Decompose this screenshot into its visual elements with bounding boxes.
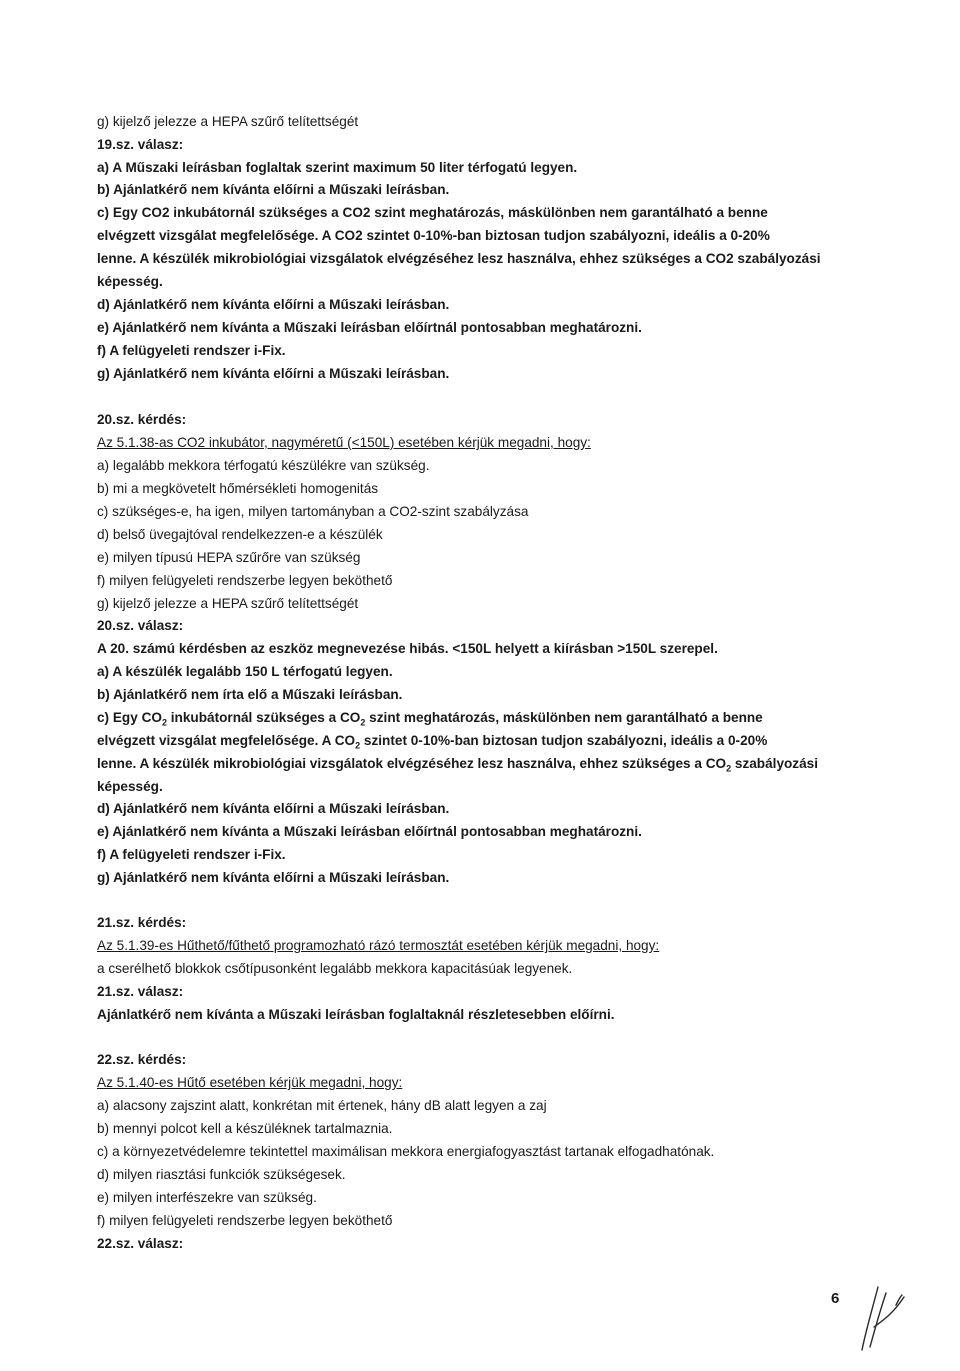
q22-item-c: c) a környezetvédelemre tekintettel maximálisan mekkora energiafogyasztást tartanak elfogadhatónak. xyxy=(97,1144,715,1159)
text-part: c) Egy CO xyxy=(97,710,162,725)
q22-item-a: a) alacsony zajszint alatt, konkrétan mit értenek, hány dB alatt legyen a zaj xyxy=(97,1098,547,1113)
q19-answer-c-line3: lenne. A készülék mikrobiológiai vizsgálatok elvégzéséhez lesz használva, ehhez szükséges a CO2 szabályozási xyxy=(97,251,821,266)
q20-answer-f: f) A felügyeleti rendszer i-Fix. xyxy=(97,847,286,862)
q22-subject: Az 5.1.40-es Hűtő esetében kérjük megadni, hogy: xyxy=(97,1075,403,1090)
q22-item-d: d) milyen riasztási funkciók szükségesek. xyxy=(97,1167,346,1182)
q19-answer-c-line4: képesség. xyxy=(97,274,163,289)
q20-answer-b: b) Ajánlatkérő nem írta elő a Műszaki leírásban. xyxy=(97,687,403,702)
q21-answer-heading: 21.sz. válasz: xyxy=(97,984,184,999)
q20-answer-heading: 20.sz. válasz: xyxy=(97,618,184,633)
signature-icon xyxy=(852,1275,912,1355)
q20-answer-e: e) Ajánlatkérő nem kívánta a Műszaki leírásban előírtnál pontosabban meghatározni. xyxy=(97,824,642,839)
q22-heading: 22.sz. kérdés: xyxy=(97,1052,187,1067)
q22-item-b: b) mennyi polcot kell a készüléknek tartalmaznia. xyxy=(97,1121,393,1136)
q19-answer-c-line1: c) Egy CO2 inkubátornál szükséges a CO2 szint meghatározás, máskülönben nem garantálható a benne xyxy=(97,205,768,220)
q20-item-g: g) kijelző jelezze a HEPA szűrő telítettségét xyxy=(97,596,359,611)
q20-heading: 20.sz. kérdés: xyxy=(97,412,187,427)
subscript-2: 2 xyxy=(355,740,361,750)
text-part: szint meghatározás, máskülönben nem garantálható a benne xyxy=(365,710,763,725)
q22-answer-heading: 22.sz. válasz: xyxy=(97,1236,184,1251)
subscript-2: 2 xyxy=(360,717,366,727)
text-part: szintet 0-10%-ban biztosan tudjon szabályozni, ideális a 0-20% xyxy=(360,733,768,748)
q19-answer-d: d) Ajánlatkérő nem kívánta előírni a Műszaki leírásban. xyxy=(97,297,450,312)
q19-answer-heading: 19.sz. válasz: xyxy=(97,137,184,152)
q20-subject: Az 5.1.38-as CO2 inkubátor, nagyméretű (<150L) esetében kérjük megadni, hogy: xyxy=(97,435,591,450)
page-number: 6 xyxy=(831,1290,840,1307)
text-part: elvégzett vizsgálat megfelelősége. A CO xyxy=(97,733,356,748)
text-part: lenne. A készülék mikrobiológiai vizsgálatok elvégzéséhez lesz használva, ehhez szükséges a CO xyxy=(97,756,727,771)
q19-answer-f: f) A felügyeleti rendszer i-Fix. xyxy=(97,343,286,358)
q20-answer-g: g) Ajánlatkérő nem kívánta előírni a Műszaki leírásban. xyxy=(97,870,450,885)
q21-line: a cserélhető blokkok csőtípusonként legalább mekkora kapacitásúak legyenek. xyxy=(97,961,573,976)
q20-answer-note: A 20. számú kérdésben az eszköz megnevezése hibás. <150L helyett a kiírásban >150L szerepel. xyxy=(97,641,718,656)
q20-answer-c-line3 xyxy=(97,755,842,773)
subscript-2: 2 xyxy=(726,763,732,773)
q20-item-e: e) milyen típusú HEPA szűrőre van szükség xyxy=(97,550,361,565)
q20-answer-a: a) A készülék legalább 150 L térfogatú legyen. xyxy=(97,664,393,679)
subscript-2: 2 xyxy=(161,717,167,727)
q20-item-a: a) legalább mekkora térfogatú készülékre van szükség. xyxy=(97,458,430,473)
q21-answer: Ajánlatkérő nem kívánta a Műszaki leírásban foglaltaknál részletesebben előírni. xyxy=(97,1007,615,1022)
q20-answer-c-line4: képesség. xyxy=(97,779,163,794)
q20-item-b: b) mi a megkövetelt hőmérsékleti homogenitás xyxy=(97,481,379,496)
q19-answer-b: b) Ajánlatkérő nem kívánta előírni a Műszaki leírásban. xyxy=(97,182,450,197)
q20-answer-c-line1 xyxy=(97,709,842,727)
q20-item-f: f) milyen felügyeleti rendszerbe legyen beköthető xyxy=(97,573,393,588)
q19-answer-g: g) Ajánlatkérő nem kívánta előírni a Műszaki leírásban. xyxy=(97,366,450,381)
q20-answer-c-line2 xyxy=(97,732,842,750)
q19-item-g: g) kijelző jelezze a HEPA szűrő telítettségét xyxy=(97,114,359,129)
q19-answer-e: e) Ajánlatkérő nem kívánta a Műszaki leírásban előírtnál pontosabban meghatározni. xyxy=(97,320,642,335)
text-part: szabályozási xyxy=(731,756,819,771)
q22-item-e: e) milyen interfészekre van szükség. xyxy=(97,1190,317,1205)
q20-answer-d: d) Ajánlatkérő nem kívánta előírni a Műszaki leírásban. xyxy=(97,801,450,816)
q20-item-c: c) szükséges-e, ha igen, milyen tartományban a CO2-szint szabályzása xyxy=(97,504,529,519)
q21-heading: 21.sz. kérdés: xyxy=(97,915,187,930)
text-part: inkubátornál szükséges a CO xyxy=(166,710,361,725)
q21-subject: Az 5.1.39-es Hűthető/fűthető programozható rázó termosztát esetében kérjük megadni, hogy: xyxy=(97,938,660,953)
q19-answer-a: a) A Műszaki leírásban foglaltak szerint maximum 50 liter térfogatú legyen. xyxy=(97,160,578,175)
q19-answer-c-line2: elvégzett vizsgálat megfelelősége. A CO2 szintet 0-10%-ban biztosan tudjon szabályozni, ideális a 0-20% xyxy=(97,228,770,243)
q22-item-f: f) milyen felügyeleti rendszerbe legyen beköthető xyxy=(97,1213,393,1228)
q20-item-d: d) belső üvegajtóval rendelkezzen-e a készülék xyxy=(97,527,383,542)
